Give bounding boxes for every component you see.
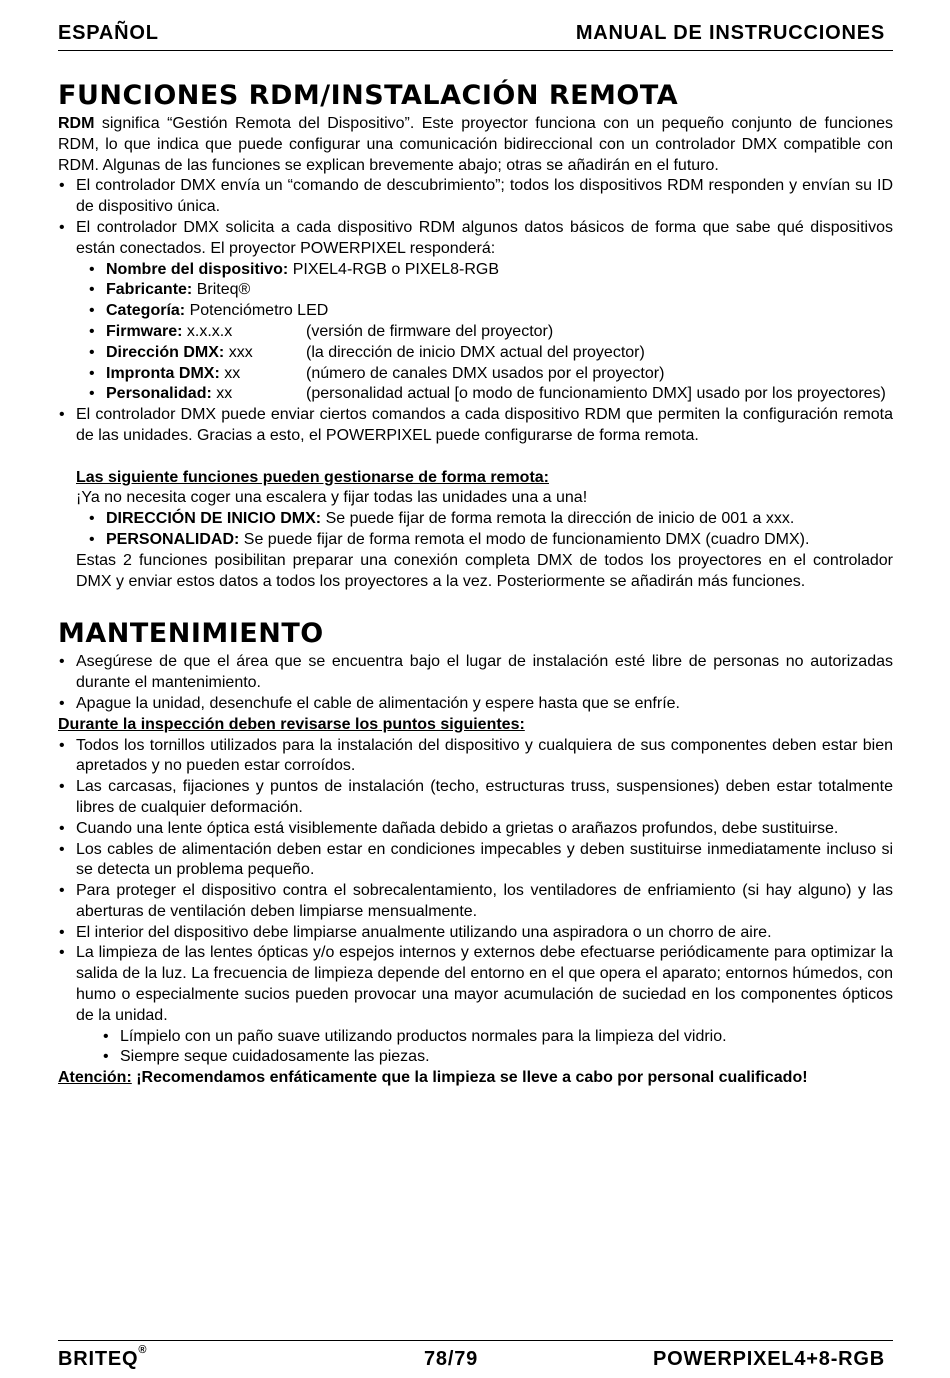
header-manual-title: MANUAL DE INSTRUCCIONES <box>575 22 885 44</box>
rdm-item <box>88 322 893 343</box>
rdm-item-desc: (la dirección de inicio DMX actual del proyector) <box>306 343 645 361</box>
inspection-bullet: • Todos los tornillos utilizados para la instalación del dispositivo y cualquiera de sus componentes deben estar bien apretados y no pueden estar corroídos. <box>58 736 893 778</box>
rdm-bullet-discovery: • El controlador DMX envía un “comando de descubrimiento”; todos los dispositivos RDM responden y envían su ID de dispositivo única. <box>58 176 893 218</box>
attention-text: ¡Recomendamos enfáticamente que la limpieza se lleve a cabo por personal cualificado! <box>131 1069 808 1087</box>
attention-note <box>58 1068 893 1089</box>
maintenance-section-title: MANTENIMIENTO <box>58 618 324 650</box>
inspection-bullet: • Cuando una lente óptica está visiblemente dañada debido a grietas o arañazos profundos, debe sustituirse. <box>58 819 893 840</box>
inspection-bullet: • Los cables de alimentación deben estar en condiciones impecables y deben sustituirse inmediatamente incluso si se detecta un problema pequeño. <box>58 840 893 882</box>
remote-functions-line: ¡Ya no necesita coger una escalera y fijar todas las unidades una a una! <box>76 489 588 507</box>
rdm-item-value: Briteq® <box>192 281 251 299</box>
footer-brand-name: BRITEQ <box>58 1348 139 1370</box>
rdm-item-key: Firmware: <box>106 322 183 340</box>
rdm-item-key: Personalidad: <box>106 385 212 403</box>
rdm-section-title: FUNCIONES RDM/INSTALACIÓN REMOTA <box>58 80 679 111</box>
rdm-item-key: Categoría: <box>106 302 186 320</box>
rdm-item-value: xxx <box>224 343 253 361</box>
attention-label: Atención: <box>58 1069 132 1087</box>
remote-functions-heading: Las siguiente funciones pueden gestionarse de forma remota: <box>76 468 549 486</box>
footer-brand <box>58 1344 148 1371</box>
remote-function-key: DIRECCIÓN DE INICIO DMX: <box>106 510 322 528</box>
rdm-item <box>88 301 893 322</box>
remote-functions-paragraph: Estas 2 funciones posibilitan preparar una conexión completa DMX de todos los proyectores en el controlador DMX y enviar estos datos a todos los proyectores a la vez. Posteriormente se añadirán más funciones. <box>76 551 893 590</box>
rdm-item-desc: (personalidad actual [o modo de funcionamiento DMX] usado por los proyectores) <box>306 385 886 403</box>
rdm-item-key: Impronta DMX: <box>106 364 220 382</box>
rdm-bullets <box>58 176 893 259</box>
page-number: 78/79 <box>424 1348 479 1370</box>
rdm-intro-text: significa “Gestión Remota del Dispositivo”. Este proyector funciona con un pequeño conjunto de funciones RDM, lo que indica que puede configurar una comunicación bidireccional con un controlador DMX compatible con RDM. Algunas de las funciones se explican brevemente abajo; otras se añadirán en el futuro. <box>58 115 893 174</box>
rdm-bullet-remote-config: • El controlador DMX puede enviar ciertos comandos a cada dispositivo RDM que permiten la configuración remota de las unidades. Gracias a esto, el POWERPIXEL puede configurarse de forma remota. <box>58 405 893 447</box>
header-language: ESPAÑOL <box>58 22 159 44</box>
footer-registered-mark: ® <box>138 1344 148 1357</box>
maintenance-bullet: • Apague la unidad, desenchufe el cable de alimentación y espere hasta que se enfríe. <box>58 694 893 715</box>
rdm-item-key: Dirección DMX: <box>106 343 225 361</box>
maintenance-bullets-a <box>58 652 893 714</box>
rdm-item-value: Potenciómetro LED <box>185 302 329 320</box>
remote-function-value: Se puede fijar de forma remota el modo de funcionamiento DMX (cuadro DMX). <box>239 530 810 548</box>
cleaning-sub-bullet: • Siempre seque cuidadosamente las piezas. <box>102 1047 893 1068</box>
rdm-item <box>88 384 893 405</box>
rdm-item <box>88 280 893 301</box>
remote-functions-list <box>58 509 893 551</box>
rdm-item <box>88 343 893 364</box>
rdm-item-value: xx <box>211 385 233 403</box>
rdm-bullet-request: • El controlador DMX solicita a cada dispositivo RDM algunos datos básicos de forma que sabe qué dispositivos están conectados. El proyector POWERPIXEL responderá: <box>58 218 893 260</box>
remote-function-item <box>88 509 893 530</box>
page-header <box>58 22 893 51</box>
cleaning-sub-bullet: • Límpielo con un paño suave utilizando productos normales para la limpieza del vidrio. <box>102 1027 893 1048</box>
rdm-item-value: x.x.x.x <box>182 322 233 340</box>
rdm-item-value: PIXEL4-RGB o PIXEL8-RGB <box>288 260 499 278</box>
remote-function-item <box>88 530 893 551</box>
inspection-bullet: • La limpieza de las lentes ópticas y/o espejos internos y externos debe efectuarse periódicamente para optimizar la salida de la luz. La frecuencia de limpieza depende del entorno en el que opera el aparato; entornos húmedos, con humo o especialmente sucios pueden provocar una mayor acumulación de suciedad en los componentes ópticos de la unidad. <box>58 943 893 1026</box>
rdm-intro <box>58 114 893 176</box>
manual-page <box>58 0 893 1378</box>
rdm-item-value: xx <box>219 364 241 382</box>
cleaning-sub-bullets <box>58 1027 893 1069</box>
remote-function-key: PERSONALIDAD: <box>106 530 240 548</box>
inspection-bullets <box>58 736 893 1027</box>
rdm-intro-bold: RDM <box>58 115 95 132</box>
rdm-item-desc: (número de canales DMX usados por el proyector) <box>306 364 665 382</box>
rdm-response-list <box>58 260 893 406</box>
maintenance-bullet: • Asegúrese de que el área que se encuentra bajo el lugar de instalación esté libre de personas no autorizadas durante el mantenimiento. <box>58 652 893 694</box>
rdm-item-key: Nombre del dispositivo: <box>106 260 289 278</box>
rdm-item <box>88 260 893 281</box>
remote-function-value: Se puede fijar de forma remota la dirección de inicio de 001 a xxx. <box>321 510 795 528</box>
inspection-bullet: • Las carcasas, fijaciones y puntos de instalación (techo, estructuras truss, suspensiones) deben estar totalmente libres de cualquier deformación. <box>58 777 893 819</box>
rdm-item <box>88 364 893 385</box>
page-footer <box>58 1340 893 1377</box>
footer-product: POWERPIXEL4+8-RGB <box>653 1348 885 1370</box>
rdm-item-desc: (versión de firmware del proyector) <box>306 322 554 340</box>
page-content <box>58 80 893 1089</box>
inspection-bullet: • El interior del dispositivo debe limpiarse anualmente utilizando una aspiradora o un chorro de aire. <box>58 923 893 944</box>
rdm-item-key: Fabricante: <box>106 281 193 299</box>
inspection-bullet: • Para proteger el dispositivo contra el sobrecalentamiento, los ventiladores de enfriamiento (si hay alguno) y las aberturas de ventilación deben limpiarse mensualmente. <box>58 881 893 923</box>
rdm-bullets-2 <box>58 405 893 447</box>
remote-functions-block <box>58 468 893 510</box>
inspection-heading: Durante la inspección deben revisarse los puntos siguientes: <box>58 715 525 733</box>
